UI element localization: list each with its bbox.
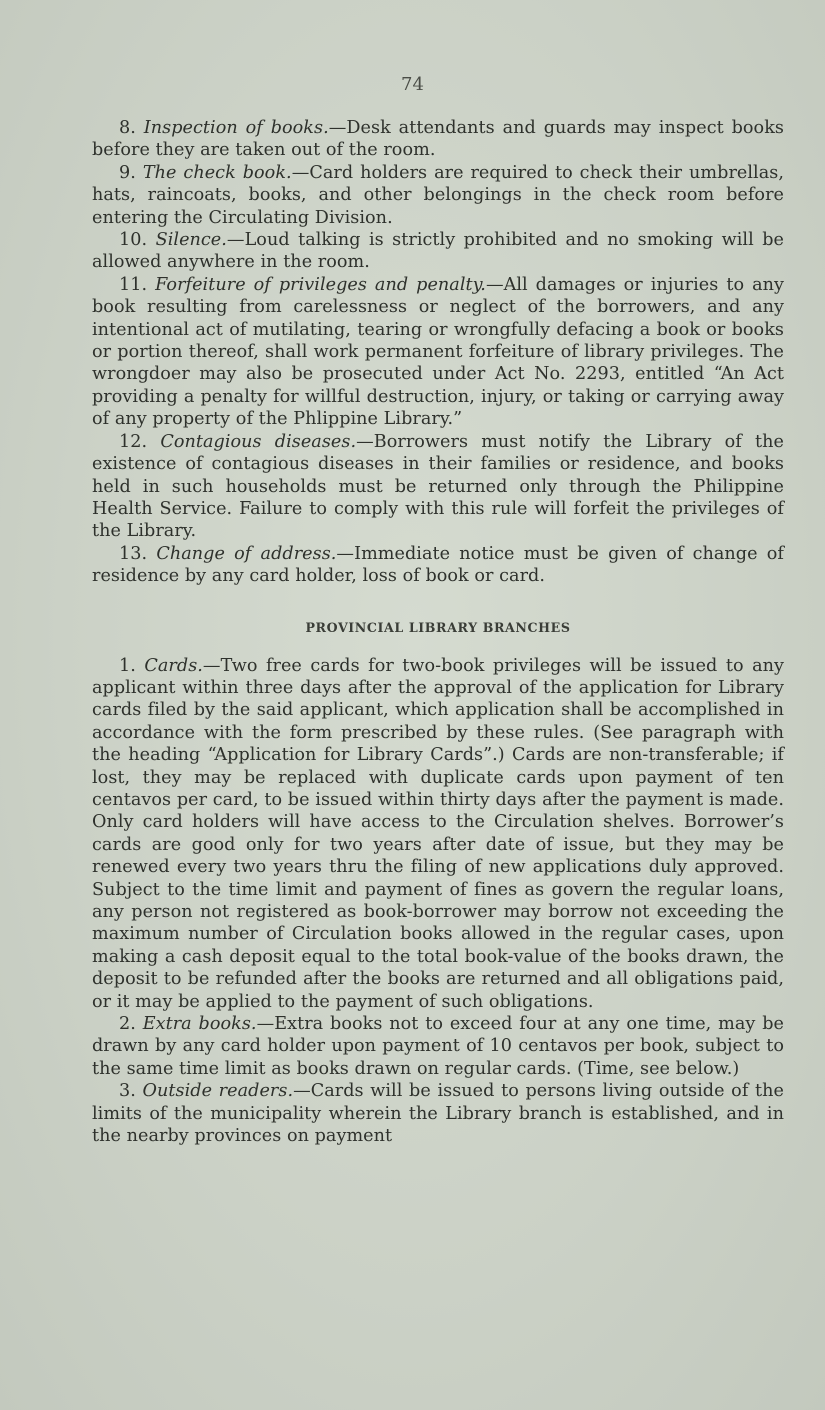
rule-paragraph	[92, 229, 784, 274]
page-number: 74	[401, 74, 424, 95]
rule-number: 2.	[119, 1014, 136, 1035]
rule-number: 11.	[119, 274, 148, 295]
rule-text: —Cards will be issued to persons living outside of the limits of the municipality wherein the Library branch is established, and in the nearby provinces on payment	[92, 1081, 784, 1147]
rule-paragraph	[92, 117, 784, 162]
rule-heading: Outside readers.	[142, 1081, 294, 1102]
rule-number: 3.	[119, 1081, 136, 1102]
branch-rule-paragraph	[92, 1080, 784, 1147]
rule-text: —Immediate notice must be given of change of residence by any card holder, loss of book or card.	[92, 543, 784, 587]
rule-text: —Card holders are required to check their umbrellas, hats, raincoats, books, and other belongings in the check room before entering the Circulating Division.	[92, 162, 784, 228]
rule-number: 10.	[119, 230, 148, 251]
rule-paragraph	[92, 274, 784, 431]
rule-number: 1.	[119, 655, 136, 676]
rule-text: —All damages or injuries to any book resulting from carelessness or neglect of the borrowers, and any intentional act of mutilating, tearing or wrongfully defacing a book or books or portion thereof, shall work permanent forfeiture of library privileges. The wrongdoer may also be prosecuted under Act No. 2293, entitled “An Act providing a penalty for willful destruction, injury, or taking or carrying away of any property of the Phlippine Library.”	[92, 274, 784, 430]
rule-paragraph	[92, 162, 784, 229]
rule-number: 9.	[119, 162, 136, 183]
branch-rule-paragraph	[92, 655, 784, 1014]
branch-rule-paragraph	[92, 1013, 784, 1080]
rule-heading: Silence.	[155, 230, 227, 251]
rule-heading: Change of address.	[156, 543, 337, 564]
rule-text: —Desk attendants and guards may inspect books before they are taken out of the room.	[92, 118, 784, 161]
rule-heading: Cards.	[144, 655, 203, 676]
rule-heading: Inspection of books.	[143, 118, 329, 138]
rule-heading: Extra books.	[142, 1014, 257, 1035]
rule-heading: Forfeiture of privileges and penalty.	[155, 274, 486, 295]
rule-text: —Extra books not to exceed four at any one time, may be drawn by any card holder upon payment of 10 centavos per book, subject to the same time limit as books drawn on regular cards. (Time, see below.)	[92, 1014, 784, 1079]
rule-number: 8.	[119, 118, 136, 138]
rule-paragraph	[92, 543, 784, 588]
rule-text: —Loud talking is strictly prohibited and no smoking will be allowed anywhere in the room.	[92, 230, 784, 273]
page-body	[92, 117, 784, 1147]
rule-text: —Borrowers must notify the Library of the existence of contagious diseases in their families or residence, and books held in such households must be returned only through the Philippine Health Service. Failure to comply with this rule will forfeit the privileges of the Library.	[92, 431, 784, 542]
rule-heading: The check book.	[142, 162, 292, 183]
rule-number: 12.	[119, 431, 148, 452]
rule-paragraph	[92, 431, 784, 543]
rule-heading: Contagious diseases.	[160, 431, 357, 452]
rule-text: —Two free cards for two-book privileges will be issued to any applicant within three days after the approval of the application for Library cards filed by the said applicant, which application shall be accomplished in accordance with the form prescribed by these rules. (See paragraph with the heading “Application for Library Cards”.) Cards are non-transferable; if lost, they may be replaced with duplicate cards upon payment of ten centavos per card, to be issued within thirty days after the payment is made. Only card holders will have access to the Circulation shelves. Borrower’s cards are good only for two years after date of issue, but they may be renewed every two years thru the filing of new applications duly approved. Subject to the time limit and payment of fines as govern the regular loans, any person not registered as book-borrower may borrow not exceeding the maximum number of Circulation books allowed in the regular cases, upon making a cash deposit equal to the total book-value of the books drawn, the deposit to be refunded after the books are returned and all obligations paid, or it may be applied to the payment of such obligations.	[92, 655, 784, 1012]
section-heading: PROVINCIAL LIBRARY BRANCHES	[305, 619, 571, 635]
rule-number: 13.	[119, 543, 148, 564]
